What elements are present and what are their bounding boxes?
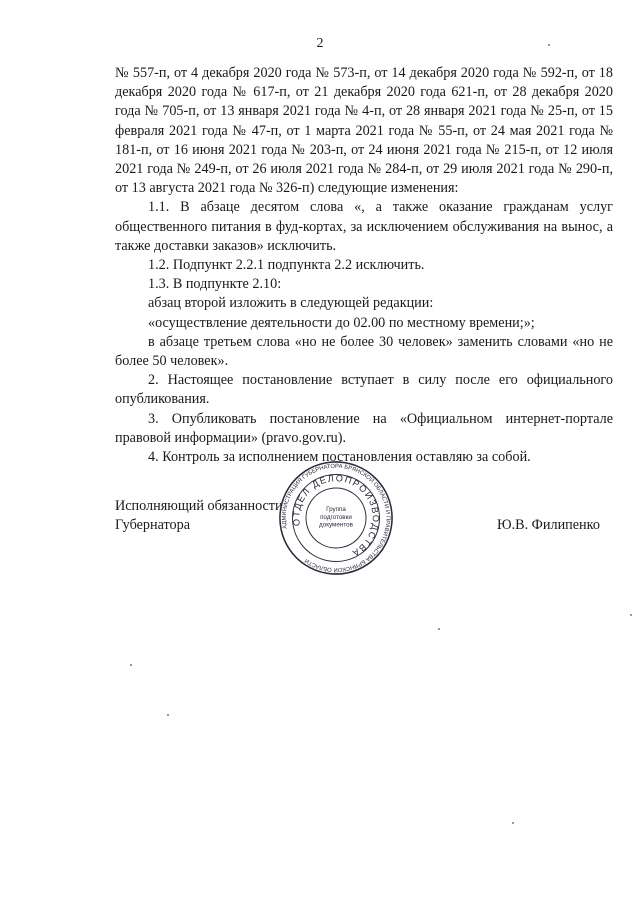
signature-name: Ю.В. Филипенко (497, 517, 600, 533)
paragraph-3-publish: 3. Опубликовать постановление на «Официальном интернет-портале правовой информации» (pravo.gov.ru). (115, 410, 613, 446)
signature-position (115, 497, 283, 535)
paragraph-second-clause: абзац второй изложить в следующей редакции: (148, 295, 434, 312)
scan-speck (438, 628, 440, 630)
page-number: 2 (316, 36, 324, 51)
seal-inner-text: ОТДЕЛ ДЕЛОПРОИЗВОДСТВА (291, 473, 381, 559)
paragraph-4-control: 4. Контроль за исполнением постановления оставляю за собой. (148, 449, 531, 466)
paragraph-1-3: 1.3. В подпункте 2.10: (148, 276, 282, 293)
paragraph-2-effective: 2. Настоящее постановление вступает в силу после его официального опубликования. (115, 372, 613, 408)
seal-center-line3: документов (319, 521, 353, 529)
paragraph-new-wording: «осуществление деятельности до 02.00 по местному времени;»; (148, 314, 535, 331)
scan-speck (548, 44, 550, 46)
signature-position-line2: Губернатора (115, 517, 191, 534)
official-seal (278, 460, 394, 576)
seal-center-line1: Группа (326, 506, 346, 514)
scan-speck (130, 664, 132, 666)
seal-ring-text: АДМИНИСТРАЦИЯ ГУБЕРНАТОРА БРЯНСКОЙ ОБЛАСТИ И ПРАВИТЕЛЬСТВА БРЯНСКОЙ ОБЛАСТИ (281, 463, 391, 573)
paragraph-amendment-list: № 557-п, от 4 декабря 2020 года № 573-п, от 14 декабря 2020 года № 592-п, от 18 декабря 2020 года № 617-п, от 21 декабря 2020 года 621-п, от 28 декабря 2020 года № 705-п, от 13 января 2021 года № 4-п, от 28 января 2021 года № 25-п, от 15 февраля 2021 года № 47-п, от 1 марта 2021 года № 55-п, от 24 мая 2021 года № 181-п, от 16 июня 2021 года № 203-п, от 24 июня 2021 года № 215-п, от 12 июля 2021 года № 249-п, от 26 июля 2021 года № 284-п, от 29 июля 2021 года № 290-п, от 13 августа 2021 года № 326-п) следующие изменения: (115, 65, 613, 197)
document-body (115, 64, 613, 467)
paragraph-1-1: 1.1. В абзаце десятом слова «, а также оказание гражданам услуг общественного питания в фуд-кортах, за исключением обслуживания на вынос, а также доставки заказов» исключить. (115, 199, 613, 254)
signature-position-line1: Исполняющий обязанности (115, 498, 283, 514)
paragraph-1-2: 1.2. Подпункт 2.2.1 подпункта 2.2 исключить. (148, 257, 425, 274)
scan-speck (630, 614, 632, 616)
scan-speck (512, 822, 514, 824)
scan-speck (167, 714, 169, 716)
paragraph-third-clause: в абзаце третьем слова «но не более 30 человек» заменить словами «но не более 50 человек». (115, 333, 613, 370)
seal-center-line2: подготовки (320, 513, 352, 521)
